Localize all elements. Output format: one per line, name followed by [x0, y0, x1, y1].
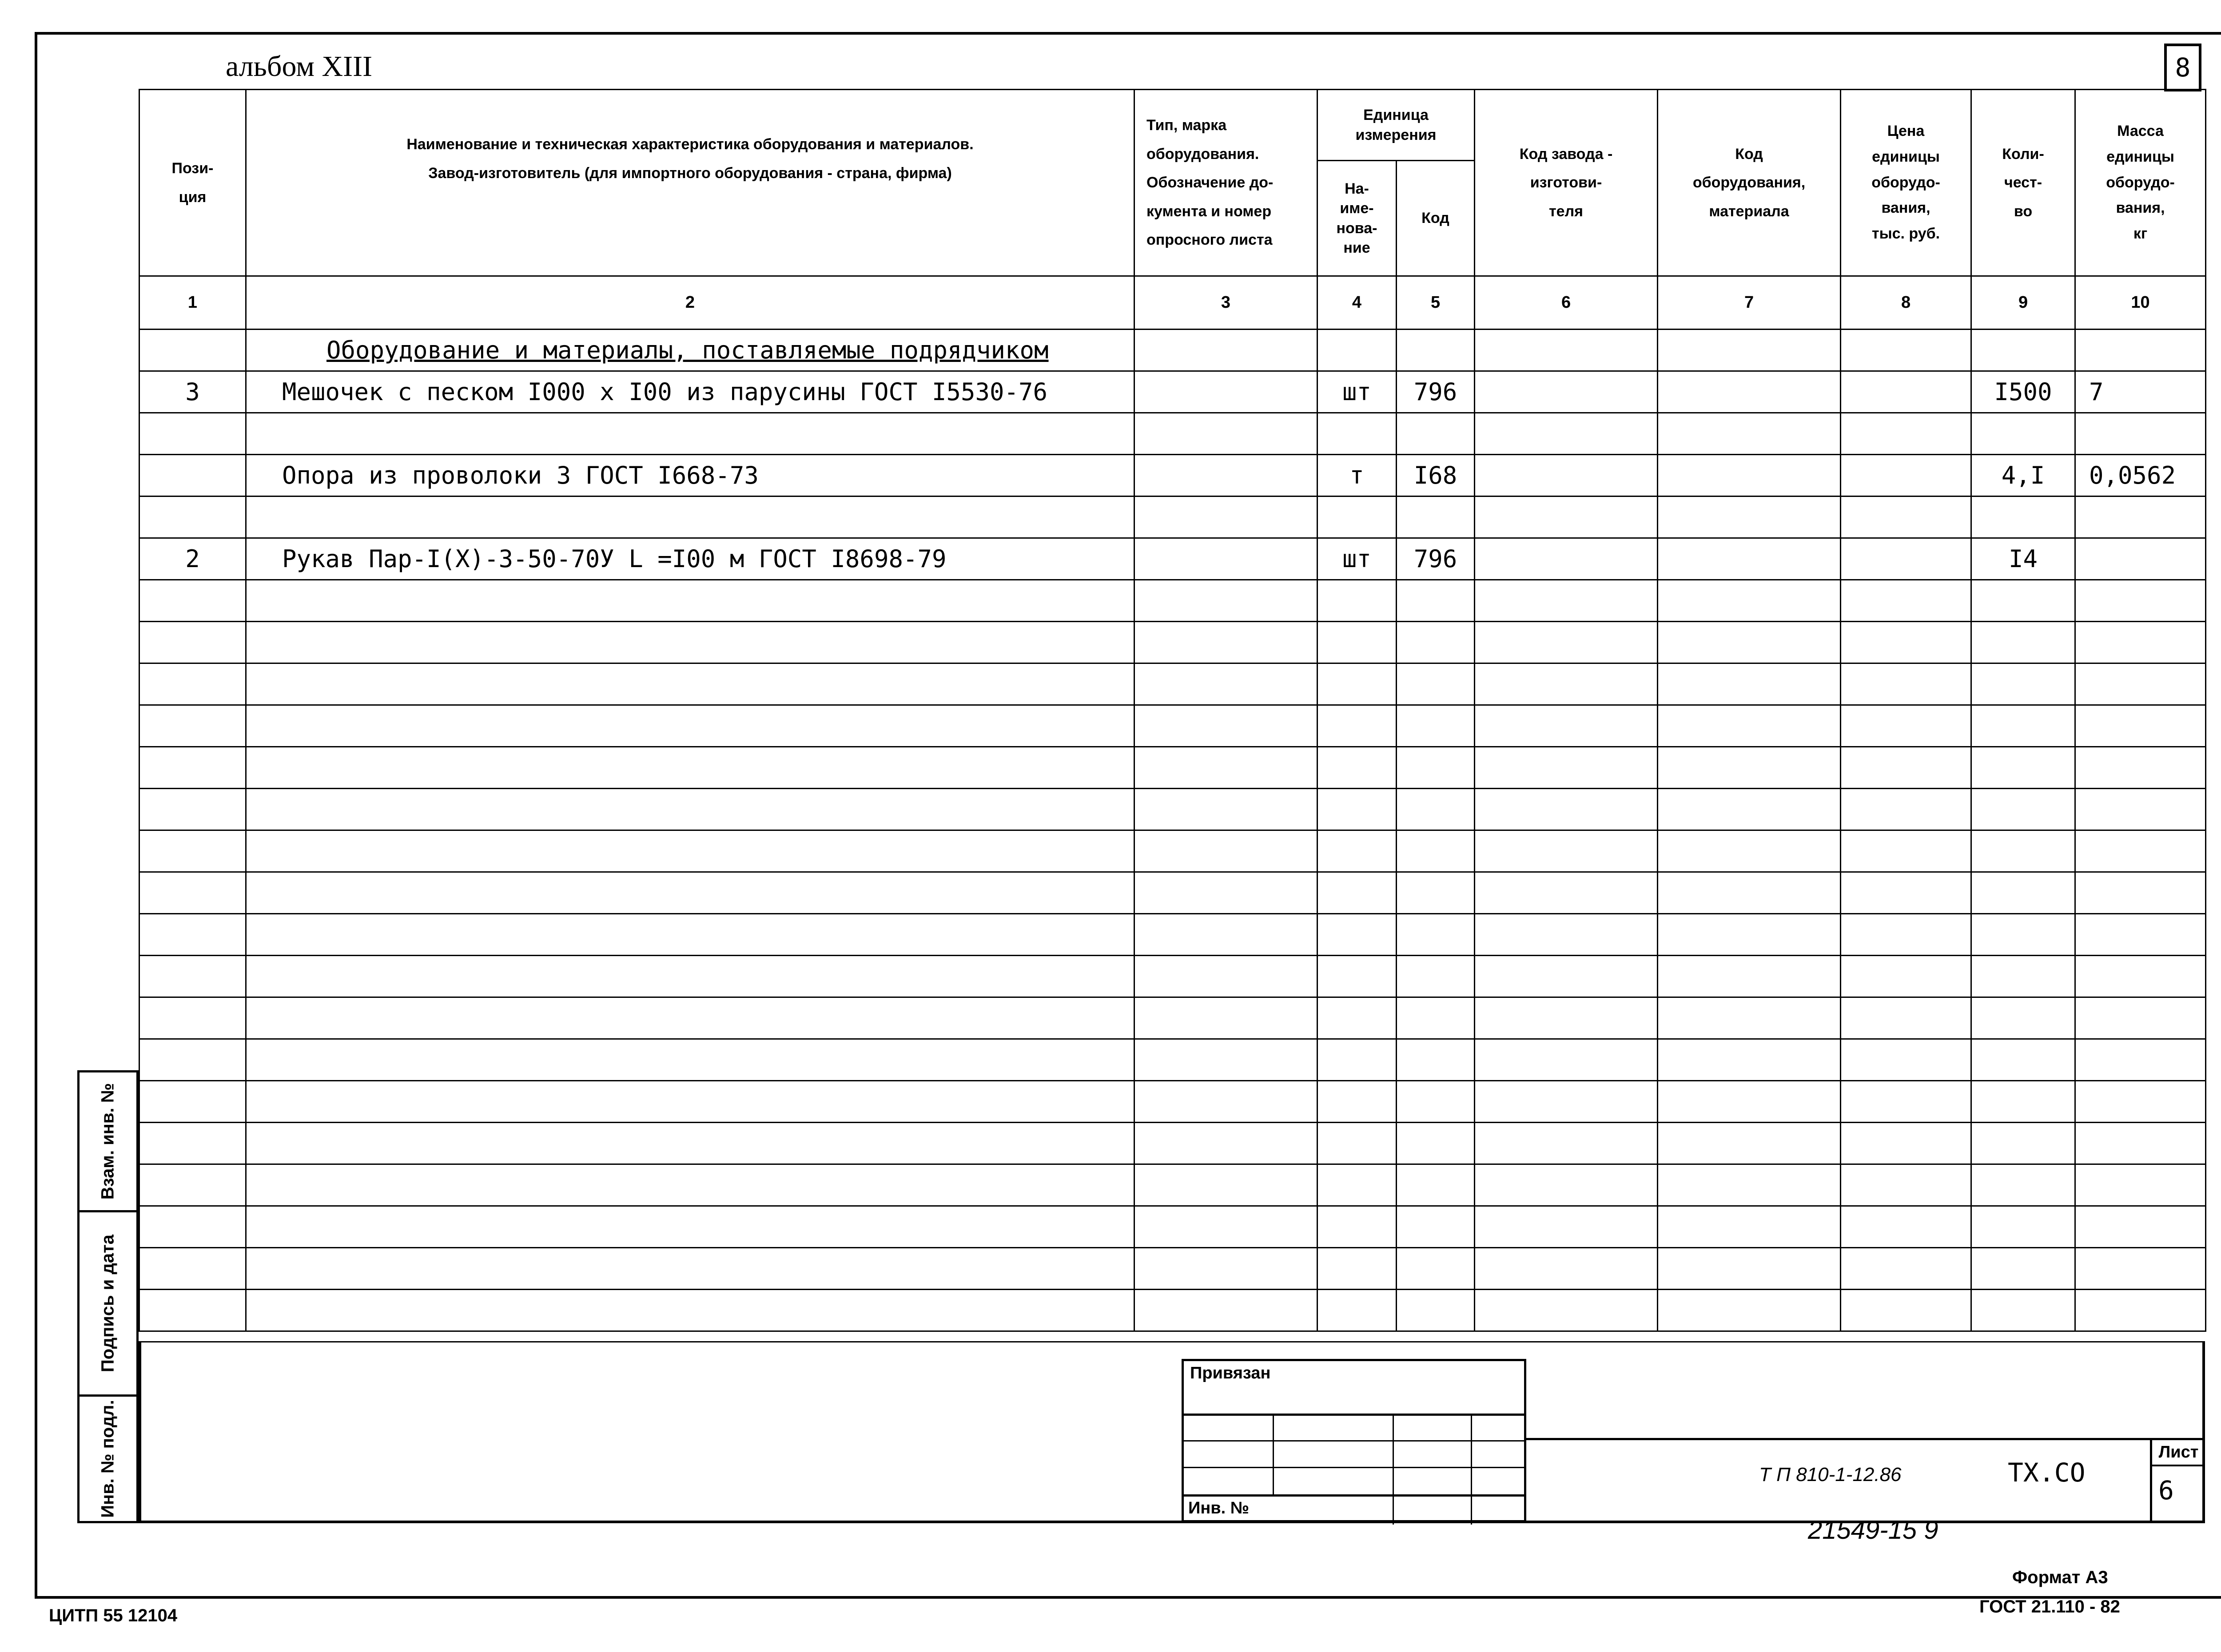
row-unit: т: [1317, 455, 1397, 496]
table-row-empty: [139, 747, 2206, 789]
strip-podpis: Подпись и дата: [77, 1210, 139, 1397]
table-row-empty: [139, 1206, 2206, 1248]
handwritten-number: 21549-15 9: [1808, 1516, 1938, 1545]
table-row-empty: [139, 997, 2206, 1039]
header-unit-name: На- име- нова- ние: [1317, 161, 1397, 276]
table-body: [139, 330, 2206, 1331]
row-mass: [2075, 538, 2206, 580]
section-row: [139, 330, 2206, 371]
table-row-empty: [139, 705, 2206, 747]
column-number-row: [139, 276, 2206, 330]
header-name: Наименование и техническая характеристика оборудования и материалов. Завод-изготовитель (для импортного оборудования - страна, фирма): [246, 90, 1134, 276]
column-number: 5: [1397, 276, 1475, 330]
table-row-empty: [139, 663, 2206, 705]
strip-inv-podl: Инв. № подл.: [77, 1394, 139, 1523]
section-title: Оборудование и материалы, поставляемые подрядчиком: [246, 330, 1134, 371]
row-mass: 0,0562: [2075, 455, 2206, 496]
table-row-empty: [139, 1290, 2206, 1331]
strip-vzam-inv: Взам. инв. №: [77, 1070, 139, 1212]
doc-mark: ТХ.СО: [2008, 1457, 2086, 1488]
stamp-privyazan: Привязан: [1190, 1364, 1271, 1382]
row-unit: шт: [1317, 371, 1397, 413]
row-name: Рукав Пар-I(X)-3-50-70У L =I00 м ГОСТ I8698-79: [246, 538, 1134, 580]
column-number: 1: [139, 276, 246, 330]
header-unit-code: Код: [1397, 161, 1475, 276]
table-row-empty: [139, 496, 2206, 538]
row-code: 796: [1397, 371, 1475, 413]
row-position: 3: [139, 371, 246, 413]
column-number: 10: [2075, 276, 2206, 330]
header-factory-code: Код завода - изготови- теля: [1475, 90, 1658, 276]
table-row: [139, 455, 2206, 496]
doc-code: Т П 810-1-12.86: [1759, 1464, 1902, 1485]
table-row-empty: [139, 413, 2206, 455]
table-row-empty: [139, 1164, 2206, 1206]
table-row: [139, 538, 2206, 580]
table-row-empty: [139, 1248, 2206, 1290]
bottom-left-code: ЦИТП 55 12104: [49, 1606, 178, 1625]
page-number-top: 8: [2164, 44, 2201, 91]
stamp-inv-no: Инв. №: [1188, 1499, 1250, 1517]
table-row-empty: [139, 1081, 2206, 1123]
row-position: [139, 455, 246, 496]
row-name: Мешочек с песком I000 х I00 из парусины ГОСТ I5530-76: [246, 371, 1134, 413]
format-label: Формат А3: [2012, 1568, 2108, 1587]
sheet-label: Лист: [2152, 1438, 2205, 1466]
header-material-code: Код оборудования, материала: [1658, 90, 1841, 276]
header-type: Тип, марка оборудования. Обозначение до- кумента и номер опросного листа: [1134, 90, 1317, 276]
sheet-cell: [2150, 1438, 2205, 1523]
header-row: [139, 90, 2206, 161]
table-row-empty: [139, 872, 2206, 914]
bottom-area: [139, 1341, 2205, 1523]
sheet-number: 6: [2158, 1475, 2174, 1505]
table-row-empty: [139, 622, 2206, 663]
row-quantity: I500: [1971, 371, 2075, 413]
table-row-empty: [139, 956, 2206, 997]
table-row-empty: [139, 580, 2206, 622]
row-code: 796: [1397, 538, 1475, 580]
column-number: 2: [246, 276, 1134, 330]
binding-stamp: [1182, 1359, 1526, 1522]
column-number: 9: [1971, 276, 2075, 330]
table-row: [139, 371, 2206, 413]
row-name: Опора из проволоки 3 ГОСТ I668-73: [246, 455, 1134, 496]
table-row-empty: [139, 1039, 2206, 1081]
row-position: 2: [139, 538, 246, 580]
column-number: 4: [1317, 276, 1397, 330]
header-unit-group: Единица измерения: [1317, 90, 1475, 161]
row-code: I68: [1397, 455, 1475, 496]
gost-label: ГОСТ 21.110 - 82: [1979, 1597, 2120, 1616]
row-unit: шт: [1317, 538, 1397, 580]
column-number: 3: [1134, 276, 1317, 330]
column-number: 7: [1658, 276, 1841, 330]
header-quantity: Коли- чест- во: [1971, 90, 2075, 276]
specification-table: [139, 89, 2206, 1332]
row-quantity: I4: [1971, 538, 2075, 580]
table-row-empty: [139, 1123, 2206, 1164]
header-mass: Масса единицы оборудо- вания, кг: [2075, 90, 2206, 276]
album-label: альбом XIII: [226, 50, 373, 83]
header-price: Цена единицы оборудо- вания, тыс. руб.: [1841, 90, 1971, 276]
column-number: 8: [1841, 276, 1971, 330]
table-row-empty: [139, 789, 2206, 830]
column-number: 6: [1475, 276, 1658, 330]
header-position: Пози- ция: [139, 90, 246, 276]
title-block-line: [1524, 1438, 2205, 1440]
row-mass: 7: [2075, 371, 2206, 413]
row-quantity: 4,I: [1971, 455, 2075, 496]
table-row-empty: [139, 914, 2206, 956]
table-row-empty: [139, 830, 2206, 872]
